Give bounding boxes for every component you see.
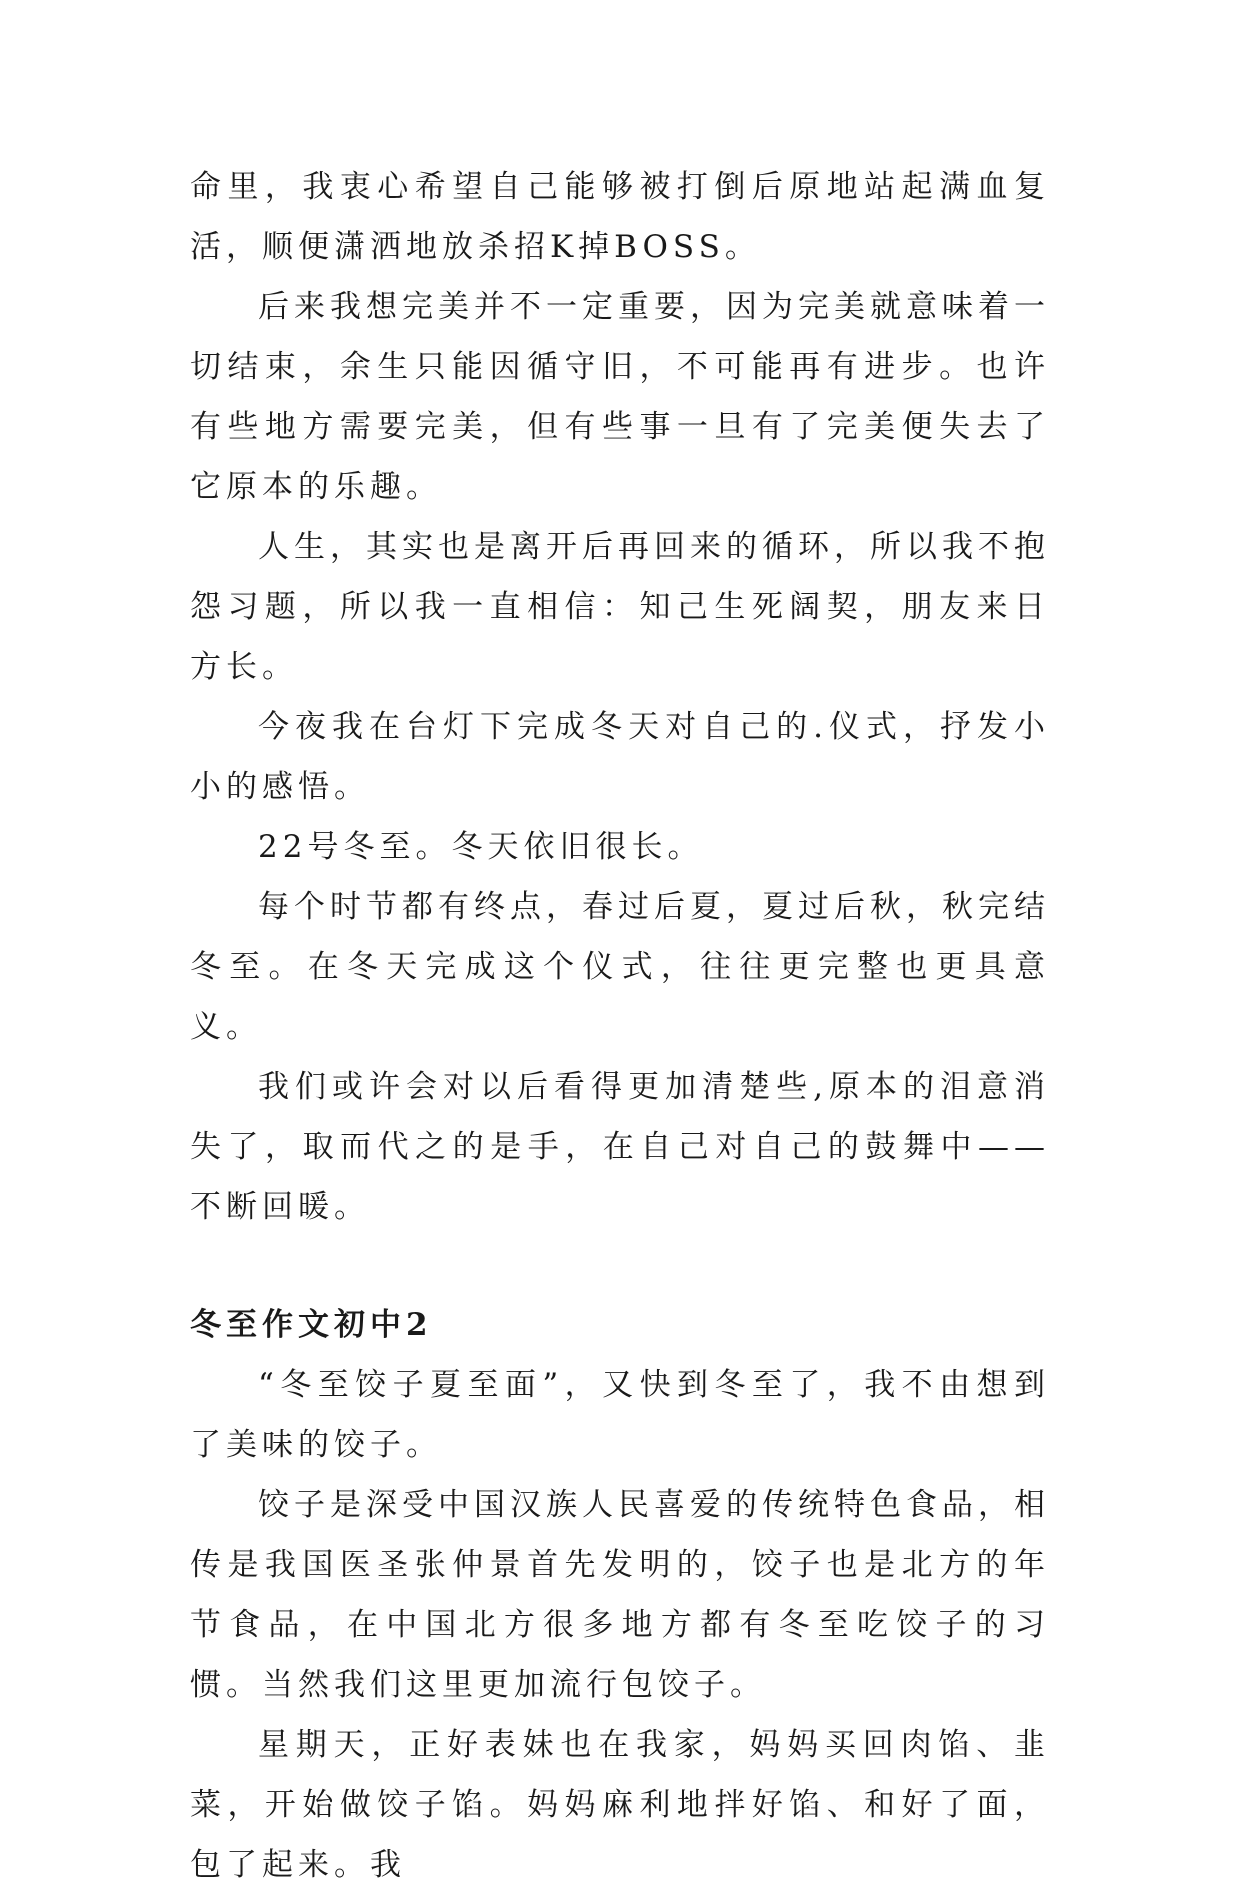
paragraph: 我们或许会对以后看得更加清楚些,原本的泪意消失了，取而代之的是手，在自己对自己的鼓舞中——不断回暖。 [190, 1069, 1050, 1225]
paragraph: “冬至饺子夏至面”，又快到冬至了，我不由想到了美味的饺子。 [190, 1367, 1050, 1463]
paragraph-continuation: 命里，我衷心希望自己能够被打倒后原地站起满血复活，顺便潇洒地放杀招K掉BOSS。 [190, 169, 1050, 265]
paragraph: 今夜我在台灯下完成冬天对自己的.仪式，抒发小小的感悟。 [190, 709, 1050, 805]
paragraph: 饺子是深受中国汉族人民喜爱的传统特色食品，相传是我国医圣张仲景首先发明的，饺子也是北方的年节食品，在中国北方很多地方都有冬至吃饺子的习惯。当然我们这里更加流行包饺子。 [190, 1487, 1050, 1703]
paragraph: 每个时节都有终点，春过后夏，夏过后秋，秋完结冬至。在冬天完成这个仪式，往往更完整也更具意义。 [190, 889, 1050, 1045]
paragraph: 22号冬至。冬天依旧很长。 [258, 829, 704, 865]
document-body [190, 157, 1050, 1895]
paragraph: 星期天，正好表妹也在我家，妈妈买回肉馅、韭菜，开始做饺子馅。妈妈麻利地拌好馅、和好了面，包了起来。我 [190, 1727, 1050, 1883]
paragraph: 后来我想完美并不一定重要，因为完美就意味着一切结束，余生只能因循守旧，不可能再有进步。也许有些地方需要完美，但有些事一旦有了完美便失去了它原本的乐趣。 [190, 289, 1050, 505]
section-title: 冬至作文初中2 [190, 1307, 433, 1343]
paragraph: 人生，其实也是离开后再回来的循环，所以我不抱怨习题，所以我一直相信：知己生死阔契，朋友来日方长。 [190, 529, 1050, 685]
